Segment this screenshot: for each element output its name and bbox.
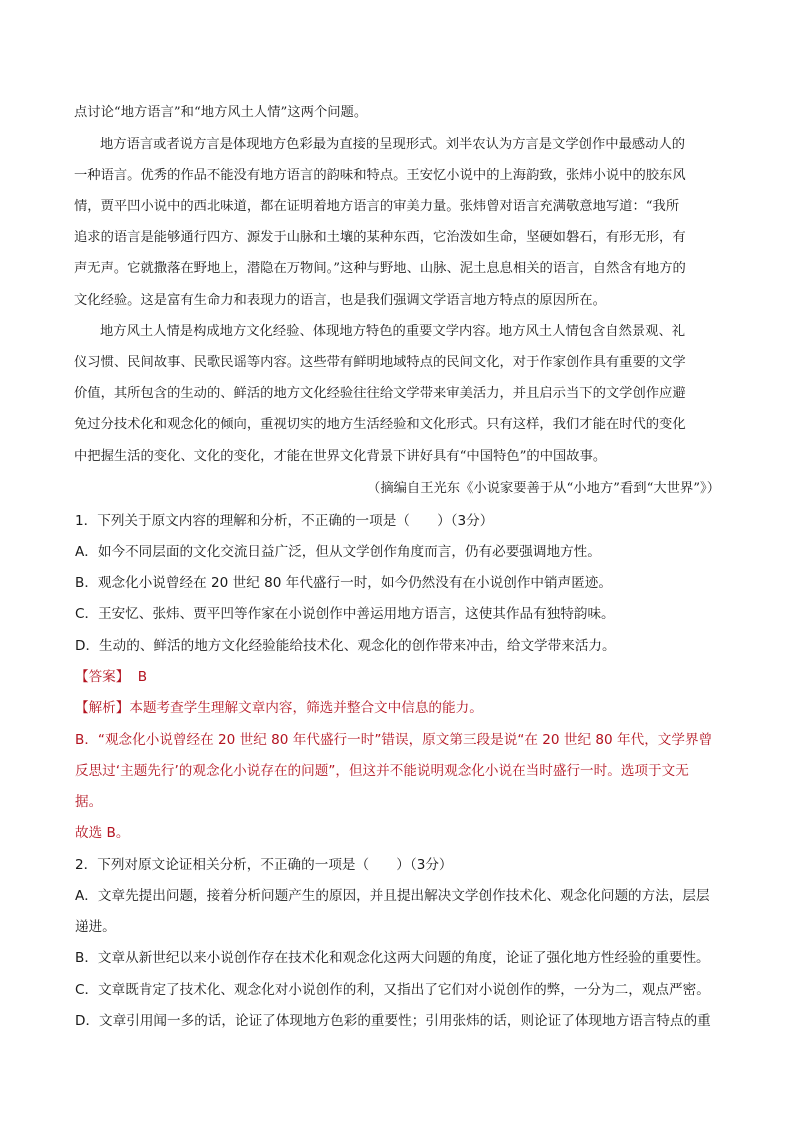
passage-line: 追求的语言是能够通行四方、源发于山脉和土壤的某种东西，它治泼如生命，坚硬如磐石，有形无形，有 bbox=[74, 230, 686, 245]
question-2-option-a-cont: 递进。 bbox=[75, 919, 116, 935]
passage-line: 仪习惯、民间故事、民歌民谣等内容。这些带有鲜明地域特点的民间文化，对于作家创作具有重要的文学 bbox=[74, 355, 686, 370]
analysis-label: 【解析】 bbox=[75, 700, 130, 716]
question-2-option-c: C．文章既肯定了技术化、观念化对小说创作的利，又指出了它们对小说创作的弊，一分为二，观点严密。 bbox=[75, 982, 710, 998]
question-2-option-b: B．文章从新世纪以来小说创作存在技术化和观念化这两大问题的角度，论证了强化地方性经验的重要性。 bbox=[75, 950, 710, 966]
question-1-option-a: A．如今不同层面的文化交流日益广泛，但从文学创作角度而言，仍有必要强调地方性。 bbox=[75, 544, 601, 560]
passage-line: 一种语言。优秀的作品不能没有地方语言的韵味和特点。王安忆小说中的上海韵致，张炜小说中的胶东风 bbox=[74, 168, 686, 183]
analysis-conclusion: 故选 B。 bbox=[75, 825, 130, 841]
passage-line: 文化经验。这是富有生命力和表现力的语言，也是我们强调文学语言地方特点的原因所在。 bbox=[74, 293, 606, 308]
passage-line: 价值，其所包含的生动的、鲜活的地方文化经验往往给文学带来审美活力，并且启示当下的文学创作应避 bbox=[74, 386, 686, 401]
passage-line: 中把握生活的变化、文化的变化，才能在世界文化背景下讲好具有“中国特色”的中国故事。 bbox=[74, 449, 607, 464]
passage-line: 情，贾平凹小说中的西北味道，都在证明着地方语言的审美力量。张炜曾对语言充满敬意地写道：“我所 bbox=[74, 199, 680, 214]
analysis-intro: 本题考查学生理解文章内容，筛选并整合文中信息的能力。 bbox=[129, 700, 483, 716]
question-2-option-d: D．文章引用闻一多的话，论证了体现地方色彩的重要性；引用张炜的话，则论证了体现地方语言特点的重 bbox=[75, 1013, 711, 1029]
question-2-stem: 2．下列对原文论证相关分析，不正确的一项是（ ）（3分） bbox=[75, 857, 453, 873]
analysis-text: B．“观念化小说曾经在 20 世纪 80 年代盛行一时”错误，原文第三段是说“在 20 世纪 80 年代，文学界曾 bbox=[75, 732, 713, 748]
analysis-text: 反思过‘主题先行’的观念化小说存在的问题”，但这并不能说明观念化小说在当时盛行一时。选项于文无 bbox=[75, 763, 689, 779]
passage-source: （摘编自王光东《小说家要善于从“小地方”看到“大世界”》） bbox=[367, 481, 720, 496]
passage-line: 免过分技术化和观念化的倾向，重视切实的地方生活经验和文化形式。只有这样，我们才能在时代的变化 bbox=[74, 417, 686, 432]
passage-line: 点讨论“地方语言”和“地方风土人情”这两个问题。 bbox=[74, 105, 368, 120]
passage-line: 地方语言或者说方言是体现地方色彩最为直接的呈现形式。刘半农认为方言是文学创作中最感动人的 bbox=[100, 137, 686, 152]
question-1-option-c: C．王安忆、张炜、贾平凹等作家在小说创作中善运用地方语言，这使其作品有独特韵味。 bbox=[75, 606, 615, 622]
passage-line: 声无声。它就撒落在野地上，潜隐在万物间。”这种与野地、山脉、泥土息息相关的语言，自然含有地方的 bbox=[74, 261, 686, 276]
passage-line: 地方风土人情是构成地方文化经验、体现地方特色的重要文学内容。地方风土人情包含自然景观、礼 bbox=[100, 324, 686, 339]
question-1-option-d: D．生动的、鲜活的地方文化经验能给技术化、观念化的创作带来冲击，给文学带来活力。 bbox=[75, 638, 616, 654]
answer-line bbox=[75, 665, 147, 685]
question-2-option-a: A．文章先提出问题，接着分析问题产生的原因，并且提出解决文学创作技术化、观念化问题的方法，层层 bbox=[75, 888, 710, 904]
question-1-option-b: B．观念化小说曾经在 20 世纪 80 年代盛行一时，如今仍然没有在小说创作中销声匿迹。 bbox=[75, 575, 612, 591]
analysis-text: 据。 bbox=[75, 794, 103, 810]
answer-value: B bbox=[137, 669, 148, 685]
question-1-stem: 1．下列关于原文内容的理解和分析，不正确的一项是（ ）（3分） bbox=[75, 513, 494, 529]
answer-label: 【答案】 bbox=[75, 669, 130, 685]
analysis-line bbox=[75, 696, 483, 716]
